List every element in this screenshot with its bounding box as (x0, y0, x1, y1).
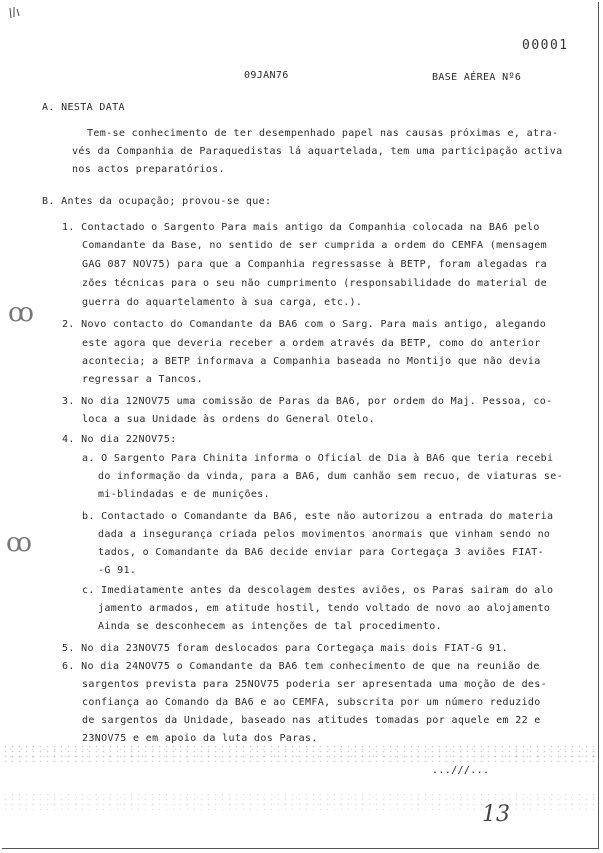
continuation-mark: ...///... (432, 765, 490, 776)
document-number: 00001 (522, 38, 569, 53)
body-line: zões técnicas para o seu não cumprimento (responsabilidade do material de (82, 278, 548, 289)
document-date: 09JAN76 (244, 70, 289, 81)
scan-noise (2, 744, 598, 762)
binder-hole-mark: ꝏ (8, 298, 34, 328)
body-line: confiança ao Comando da BA6 e ao CEMFA, subscrita por um número reduzido (82, 697, 541, 708)
body-line: vés da Companhia de Paraquedistas lá aquartelada, tem uma participação activa (72, 146, 563, 157)
item-3-line: 3. No dia 12NOV75 uma comissão de Paras da BA6, por ordem do Maj. Pessoa, co- (62, 396, 553, 407)
body-line: GAG 087 NOV75) para que a Companhia regressasse à BETP, foram alegadas ra (82, 259, 548, 270)
body-line: Tem-se conhecimento de ter desempenhado papel nas causas próximas e, atra- (87, 128, 559, 139)
body-line: jamento armados, em atitude hostil, tendo voltado de novo ao alojamento (98, 603, 551, 614)
handwritten-page-number: 13 (482, 802, 510, 827)
item-6-line: 6. No dia 24NOV75 o Comandante da BA6 tem conhecimento de que na reunião de (62, 661, 540, 672)
body-line: loca a sua Unidade às ordens do General Otelo. (82, 414, 376, 425)
item-5-line: 5. No dia 23NOV75 foram deslocados para Cortegaça mais dois FIAT-G 91. (62, 643, 508, 654)
body-line: este agora que deveria receber a ordem através da BETP, como do anterior (82, 338, 541, 349)
item-4c-line: c. Imediatamente antes da descolagem destes aviões, os Paras sairam do alo (82, 585, 554, 596)
body-line: de sargentos da Unidade, baseado nas atitudes tomadas por aquele em 22 e (82, 715, 541, 726)
document-page (2, 2, 599, 849)
binder-hole-mark: ꝏ (6, 528, 32, 558)
item-4a-line: a. O Sargento Para Chinita informa o Oficial de Dia à BA6 que teria recebi (82, 453, 554, 464)
section-b-heading: B. Antes da ocupação; provou-se que: (42, 196, 272, 207)
body-line: 23NOV75 e em apoio da luta dos Paras. (82, 733, 318, 744)
body-line: do informação da vinda, para a BA6, dum canhão sem recuo, de viaturas se- (98, 471, 564, 482)
body-line: mi-blindadas e de munições. (98, 489, 271, 500)
corner-scribble (8, 6, 22, 20)
body-line: regressar a Tancos. (82, 374, 204, 385)
item-1-line: 1. Contactado o Sargento Para mais antigo da Companhia colocada na BA6 pelo (62, 222, 540, 233)
section-a-heading: A. NESTA DATA (42, 102, 125, 113)
item-4b-line: b. Contactado o Comandante da BA6, este não autorizou a entrada do materia (82, 511, 554, 522)
body-line: guerra do aquartelamento à sua carga, etc.). (82, 297, 363, 308)
body-line: acontecia; a BETP informava a Companhia baseada no Montijo que não devia (82, 356, 541, 367)
body-line: dada a insegurança criada pelos movimentos anormais que vinham sendo no (98, 529, 551, 540)
body-line: tados, o Comandante da BA6 decide enviar para Cortegaça 3 aviões FIAT- (98, 547, 544, 558)
item-2-line: 2. Novo contacto do Comandante da BA6 com o Sarg. Para mais antigo, alegando (62, 319, 547, 330)
body-line: Ainda se desconhecem as intenções de tal procedimento. (98, 621, 443, 632)
body-line: nos actos preparatórios. (72, 164, 225, 175)
item-4-line: 4. No dia 22NOV75: (62, 434, 177, 445)
unit-name: BASE AÉREA Nº6 (432, 72, 522, 83)
body-line: sargentos prevista para 25NOV75 poderia ser apresentada uma moção de des- (82, 679, 548, 690)
body-line: Comandante da Base, no sentido de ser cumprida a ordem do CEMFA (mensagem (82, 240, 548, 251)
body-line: -G 91. (98, 565, 137, 576)
